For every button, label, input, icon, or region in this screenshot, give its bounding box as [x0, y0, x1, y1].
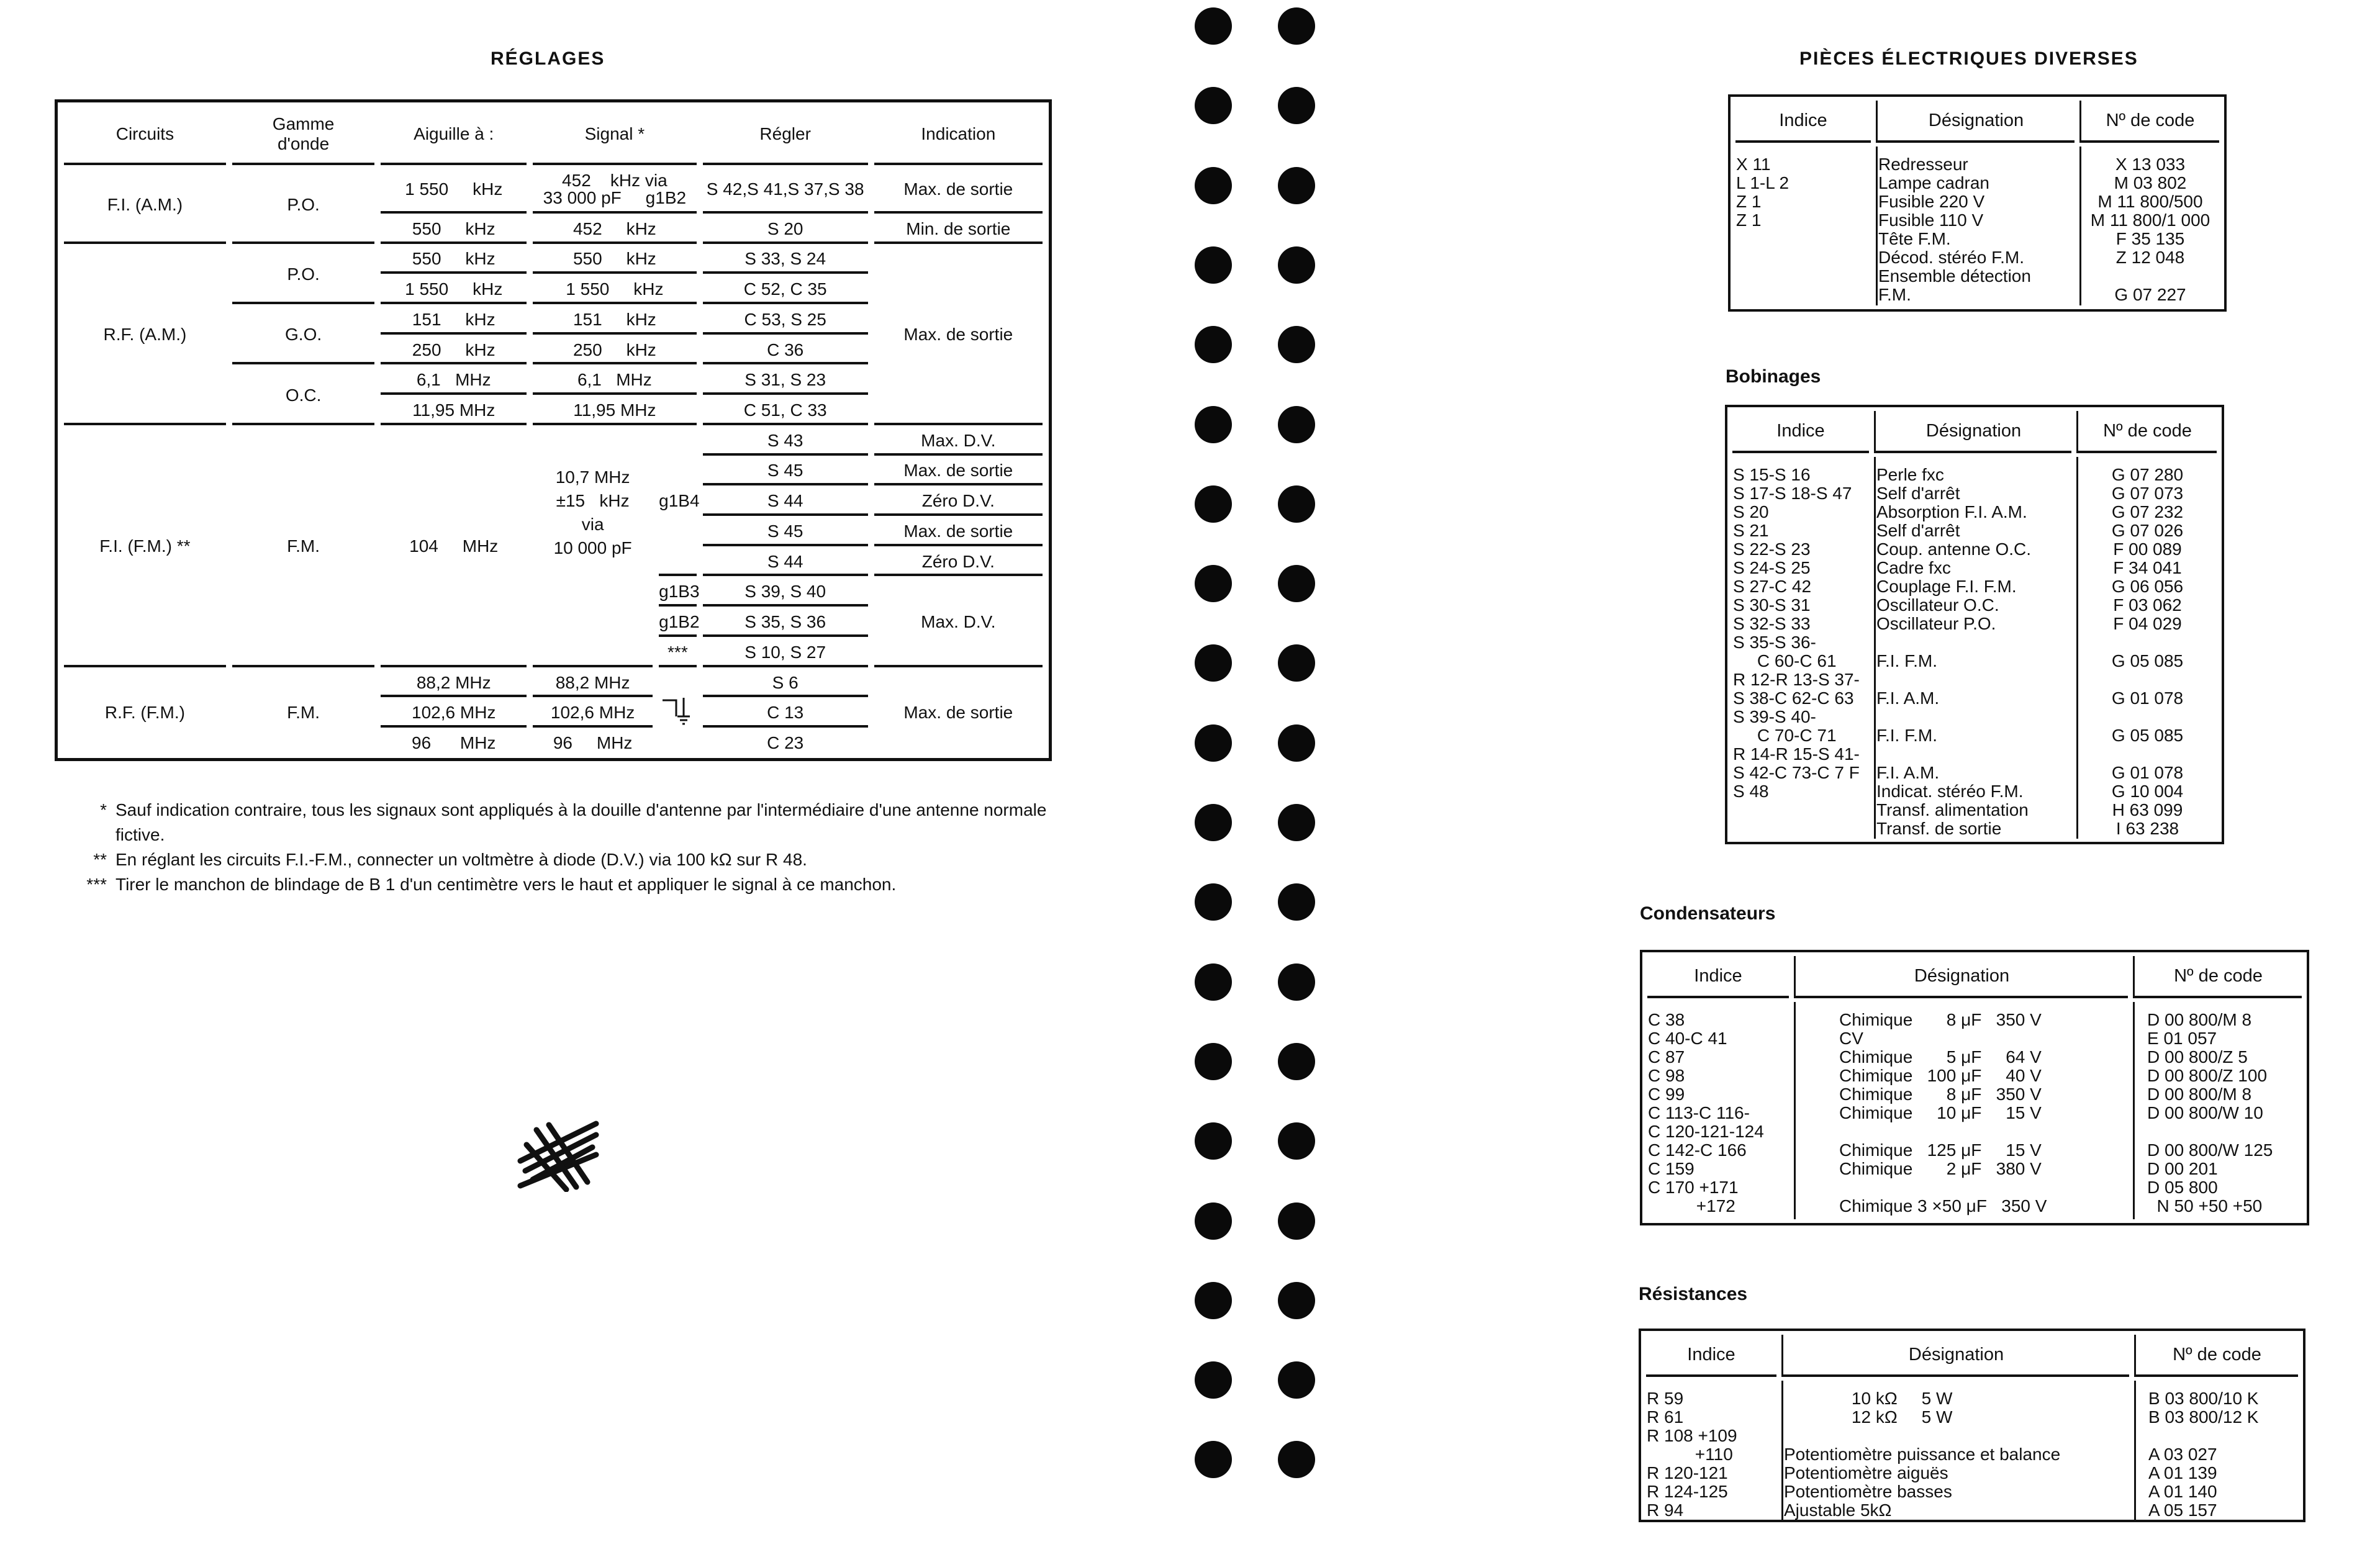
code-list: X 13 033 M 03 802 M 11 800/500 M 11 800/1 000 F 35 135 Z 12 048 G 07 227: [2079, 147, 2219, 305]
signal-cell: 11,95 MHz: [533, 398, 697, 425]
binding-hole: [1195, 1361, 1232, 1399]
footnote: *** Tirer le manchon de blindage de B 1 d'un centimètre vers le haut et appliquer le signal à ce manchon.: [86, 875, 897, 894]
col-signal: Signal *: [533, 106, 697, 165]
indice-list: S 15-S 16 S 17-S 18-S 47 S 20 S 21 S 22-S 23 S 24-S 25 S 27-C 42 S 30-S 31 S 32-S 33 S 35-S 36- C 60-C 61 R 12-R 13-S 37- S 38-C 62-C 63 S 39-S 40- C 70-C 71 R 14-R 15-S 41- S 42-C 73-C 7 F S 48: [1733, 465, 1860, 801]
aiguille-cell: 1 550 kHz: [381, 168, 527, 214]
regler-cell: C 23: [767, 733, 804, 752]
binding-hole: [1195, 246, 1232, 284]
regler-cell: S 39, S 40: [703, 579, 868, 607]
aiguille-cell: 550 kHz: [381, 247, 527, 274]
col-designation: Désignation: [1876, 101, 2075, 143]
indication-cell: Min. de sortie: [874, 217, 1043, 244]
pieces-title: PIÈCES ÉLECTRIQUES DIVERSES: [1799, 48, 2138, 69]
circuit-fi-am: F.I. (A.M.): [64, 168, 226, 244]
col-indice: Indice: [1646, 1335, 1776, 1377]
col-code: Nº de code: [2134, 1335, 2298, 1377]
col-circuits: Circuits: [64, 106, 226, 165]
footnote: ** En réglant les circuits F.I.-F.M., connecter un voltmètre à diode (D.V.) via 100 kΩ sur R 48.: [93, 850, 807, 869]
binding-hole: [1278, 963, 1315, 1001]
gamme-po: P.O.: [232, 168, 375, 244]
regler-cell: C 52, C 35: [703, 277, 868, 304]
binding-hole: [1195, 7, 1232, 45]
regler-cell: C 53, S 25: [703, 307, 868, 335]
binding-hole: [1278, 724, 1315, 762]
aiguille-cell: 11,95 MHz: [381, 398, 527, 425]
indication-cell: Max. de sortie: [874, 168, 1043, 214]
signal-cell: 151 kHz: [533, 307, 697, 335]
col-designation: Désignation: [1874, 411, 2071, 453]
regler-cell: S 44: [703, 549, 868, 577]
gamme-fm: F.M.: [232, 428, 375, 667]
col-aiguille: Aiguille à :: [381, 106, 527, 165]
signal-cell: 96 MHz: [553, 733, 633, 752]
aiguille-cell: 151 kHz: [381, 307, 527, 335]
binding-hole: [1278, 485, 1315, 523]
regler-cell: C 13: [703, 700, 868, 728]
indication-cell: Max. D.V.: [874, 428, 1043, 456]
col-designation: Désignation: [1781, 1335, 2129, 1377]
binding-hole: [1278, 87, 1315, 124]
indication-cell: Max. de sortie: [903, 702, 1013, 722]
binding-hole: [1278, 1043, 1315, 1080]
aiguille-cell: 6,1 MHz: [381, 368, 527, 395]
signal-cell: 1 550 kHz: [533, 277, 697, 304]
resistances-table: [1639, 1329, 2305, 1522]
col-code: Nº de code: [2133, 956, 2302, 998]
signal-cell: 102,6 MHz: [533, 700, 653, 728]
regler-cell: S 35, S 36: [703, 610, 868, 637]
aiguille-cell: 550 kHz: [381, 217, 527, 244]
binding-hole: [1195, 406, 1232, 443]
resistances-title: Résistances: [1639, 1284, 1748, 1304]
aiguille-cell: 1 550 kHz: [381, 277, 527, 304]
crosshatch-logo: [514, 1117, 601, 1192]
regler-cell: S 6: [703, 670, 868, 698]
aiguille-cell: 250 kHz: [381, 338, 527, 365]
designation-list: Chimique 8 μF 350 V CV Chimique 5 μF 64 V Chimique 100 μF 40 V Chimique 8 μF 350 V Chimique 10 μF 15 V Chimique 125 μF 15 V Chimique 2 μF 380 V Chimique 3 ×50 μF 350 V: [1794, 1002, 2128, 1219]
binding-hole: [1195, 963, 1232, 1001]
designation-list: Redresseur Lampe cadran Fusible 220 V Fusible 110 V Tête F.M. Décod. stéréo F.M. Ensemble détection F.M.: [1876, 147, 2075, 305]
col-indication: Indication: [874, 106, 1043, 165]
binding-hole: [1195, 724, 1232, 762]
designation-list: 10 kΩ 5 W 12 kΩ 5 W Potentiomètre puissance et balance Potentiomètre aiguës Potentiomètre basses Ajustable 5kΩ: [1781, 1381, 2129, 1520]
binding-hole: [1195, 565, 1232, 602]
regler-cell: S 44: [703, 489, 868, 516]
gamme-fm: F.M.: [287, 702, 320, 722]
code-list: B 03 800/10 K B 03 800/12 K A 03 027 A 01 139 A 01 140 A 05 157: [2134, 1381, 2298, 1520]
binding-hole: [1195, 1282, 1232, 1319]
circuit-fi-fm: F.I. (F.M.) **: [64, 428, 226, 667]
indication-cell: Max. D.V.: [874, 579, 1043, 667]
binding-hole: [1278, 1202, 1315, 1240]
signal-cell: 452 kHz via 33 000 pF g1B2: [533, 168, 697, 214]
regler-cell: S 45: [703, 519, 868, 546]
gamme-oc: O.C.: [232, 368, 375, 425]
regler-cell: S 20: [703, 217, 868, 244]
signal-fm-cell: 10,7 MHz ±15 kHz via 10 000 pF: [533, 428, 653, 667]
regler-cell: S 10, S 27: [703, 640, 868, 667]
signal-g1b4: g1B4: [659, 428, 697, 577]
binding-hole: [1278, 883, 1315, 921]
signal-cell: 88,2 MHz: [533, 670, 653, 698]
regler-cell: S 33, S 24: [703, 247, 868, 274]
ground-symbol-icon: [660, 692, 695, 729]
col-code: Nº de code: [2079, 101, 2219, 143]
condensateurs-table: [1640, 950, 2309, 1225]
circuit-rf-fm: R.F. (F.M.): [104, 702, 185, 722]
binding-hole: [1195, 485, 1232, 523]
binding-hole: [1278, 326, 1315, 363]
col-gamme: Gamme d'onde: [232, 106, 375, 165]
binding-hole: [1278, 644, 1315, 682]
col-indice: Indice: [1647, 956, 1789, 998]
regler-cell: C 36: [703, 338, 868, 365]
binding-hole: [1278, 804, 1315, 841]
regler-cell: S 45: [703, 459, 868, 486]
code-list: D 00 800/M 8 E 01 057 D 00 800/Z 5 D 00 800/Z 100 D 00 800/M 8 D 00 800/W 10 D 00 800/W 125 D 00 201 D 05 800 N 50 +50 +50: [2133, 1002, 2302, 1219]
regler-cell: S 43: [703, 428, 868, 456]
aiguille-cell: 102,6 MHz: [381, 700, 527, 728]
binding-hole: [1278, 167, 1315, 204]
binding-hole: [1195, 87, 1232, 124]
gamme-go: G.O.: [232, 307, 375, 364]
signal-cell: 452 kHz: [533, 217, 697, 244]
condensateurs-title: Condensateurs: [1640, 903, 1776, 924]
binding-hole: [1195, 804, 1232, 841]
indice-list: C 38 C 40-C 41 C 87 C 98 C 99 C 113-C 116- C 120-121-124 C 142-C 166 C 159 C 170 +171 +172: [1648, 1010, 1764, 1216]
footnotes: [50, 798, 1080, 897]
circuit-rf-am: R.F. (A.M.): [64, 247, 226, 425]
binding-hole: [1278, 406, 1315, 443]
binding-hole: [1195, 1043, 1232, 1080]
binding-hole: [1195, 883, 1232, 921]
signal-cell: 6,1 MHz: [533, 368, 697, 395]
col-indice: Indice: [1732, 411, 1869, 453]
col-code: Nº de code: [2076, 411, 2217, 453]
ground-symbol-icon: [659, 670, 697, 755]
binding-hole: [1278, 1441, 1315, 1478]
aiguille-cell: 104 MHz: [381, 428, 527, 667]
regler-cell: S 31, S 23: [703, 368, 868, 395]
indication-cell: Max. de sortie: [874, 519, 1043, 546]
indication-cell: Max. de sortie: [874, 459, 1043, 486]
binding-hole: [1195, 644, 1232, 682]
diverses-table: [1728, 94, 2227, 312]
col-designation: Désignation: [1794, 956, 2128, 998]
binding-hole: [1278, 1122, 1315, 1160]
gamme-po: P.O.: [232, 247, 375, 304]
binding-hole: [1278, 1361, 1315, 1399]
indice-list: X 11 L 1-L 2 Z 1 Z 1: [1736, 155, 1790, 230]
indice-list: R 59 R 61 R 108 +109 +110 R 120-121 R 124-125 R 94: [1647, 1389, 1737, 1520]
designation-list: Perle fxc Self d'arrêt Absorption F.I. A.M. Self d'arrêt Coup. antenne O.C. Cadre fxc Couplage F.I. F.M. Oscillateur O.C. Oscillateur P.O. F.I. F.M. F.I. A.M. F.I. F.M. F.I. A.M. Indicat. stéréo F.M. Transf. alimentation Transf. de sortie: [1874, 457, 2071, 839]
indication-cell: Max. de sortie: [874, 247, 1043, 425]
reglages-table: [55, 99, 1052, 761]
binding-hole: [1278, 7, 1315, 45]
footnote: * Sauf indication contraire, tous les signaux sont appliqués à la douille d'antenne par l'intermédiaire d'une antenne normale fictive.: [100, 800, 1047, 844]
bobinages-table: [1725, 405, 2224, 844]
col-regler: Régler: [703, 106, 868, 165]
binding-hole: [1195, 326, 1232, 363]
binding-hole: [1195, 167, 1232, 204]
indication-cell: Zéro D.V.: [874, 489, 1043, 516]
binding-hole: [1195, 1122, 1232, 1160]
signal-cell: 550 kHz: [533, 247, 697, 274]
indication-cell: Zéro D.V.: [874, 549, 1043, 577]
code-list: G 07 280 G 07 073 G 07 232 G 07 026 F 00 089 F 34 041 G 06 056 F 03 062 F 04 029 G 05 085 G 01 078 G 05 085 G 01 078 G 10 004 H 63 099 I 63 238: [2076, 457, 2217, 839]
signal-g1b3: g1B3: [659, 579, 697, 607]
col-indice: Indice: [1735, 101, 1871, 143]
signal-cell: 250 kHz: [533, 338, 697, 365]
binding-hole: [1195, 1441, 1232, 1478]
binding-hole: [1278, 1282, 1315, 1319]
signal-g1b2: g1B2: [659, 610, 697, 637]
reglages-title: RÉGLAGES: [491, 48, 605, 69]
bobinages-title: Bobinages: [1726, 366, 1821, 387]
aiguille-cell: 88,2 MHz: [381, 670, 527, 698]
binding-hole: [1278, 246, 1315, 284]
regler-cell: S 42,S 41,S 37,S 38: [703, 168, 868, 214]
aiguille-cell: 96 MHz: [412, 733, 496, 752]
binding-hole: [1278, 565, 1315, 602]
regler-cell: C 51, C 33: [703, 398, 868, 425]
binding-hole: [1195, 1202, 1232, 1240]
signal-stars: ***: [659, 640, 697, 667]
